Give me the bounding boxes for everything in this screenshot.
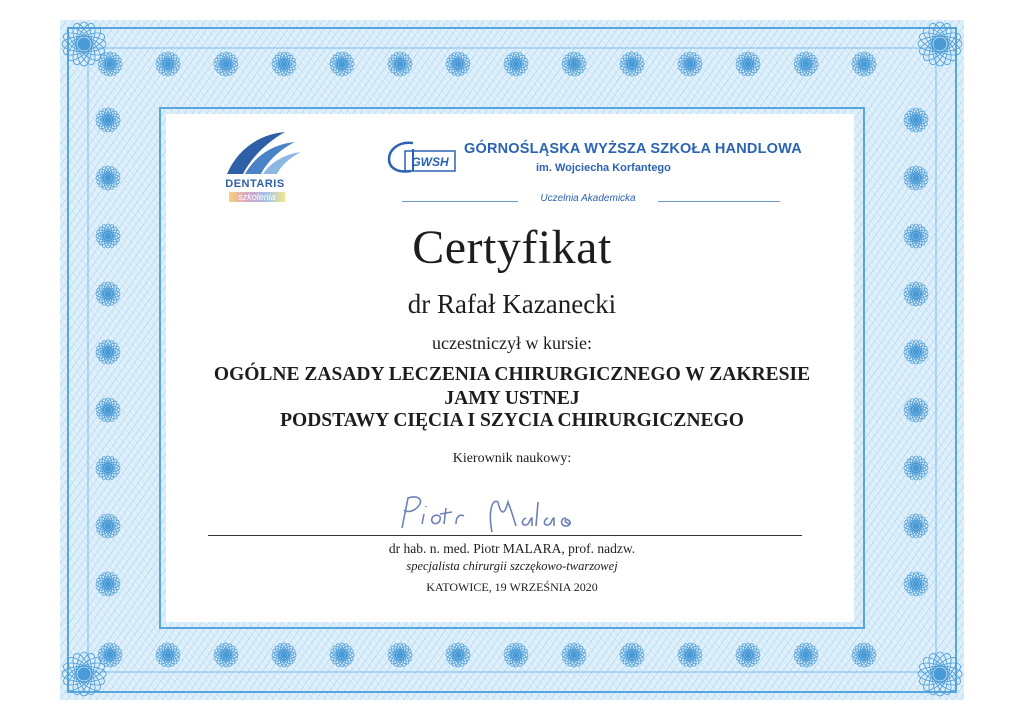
supervisor-specialization: specjalista chirurgii szczękowo-twarzowej [406,559,618,573]
school-patron: im. Wojciecha Korfantego [536,162,671,174]
rule-left [402,201,518,202]
participation-text: uczestniczył w kursie: [432,333,592,353]
dentaris-logo [207,128,317,208]
recipient-name: dr Rafał Kazanecki [407,289,617,319]
school-name: GÓRNOŚLĄSKA WYŻSZA SZKOŁA HANDLOWA [464,141,802,157]
school-header [464,141,802,174]
place-and-date: KATOWICE, 19 WRZEŚNIA 2020 [426,580,598,594]
signature-line [208,535,802,536]
dentaris-sub: szkolenia [229,192,285,202]
course-title-line1: OGÓLNE ZASADY LECZENIA CHIRURGICZNEGO W ZAKRESIE [213,364,811,385]
handwritten-signature [380,488,600,540]
supervisor-label: Kierownik naukowy: [452,451,572,466]
school-tagline: Uczelnia Akademicka [540,193,636,204]
dentaris-swoosh-icon [207,128,303,178]
school-tagline-rule [402,193,780,207]
course-title-line3: PODSTAWY CIĘCIA I SZYCIA CHIRURGICZNEGO [280,410,744,431]
dentaris-name: DENTARIS [225,178,285,190]
supervisor-name: dr hab. n. med. Piotr MALARA, prof. nadzw. [388,541,636,556]
wsh-logo-icon [383,137,459,177]
rule-right [658,201,780,202]
wsh-mark: GWSH [411,155,449,169]
course-title-line2: JAMY USTNEJ [444,388,580,409]
certificate-title: Certyfikat [412,221,612,274]
